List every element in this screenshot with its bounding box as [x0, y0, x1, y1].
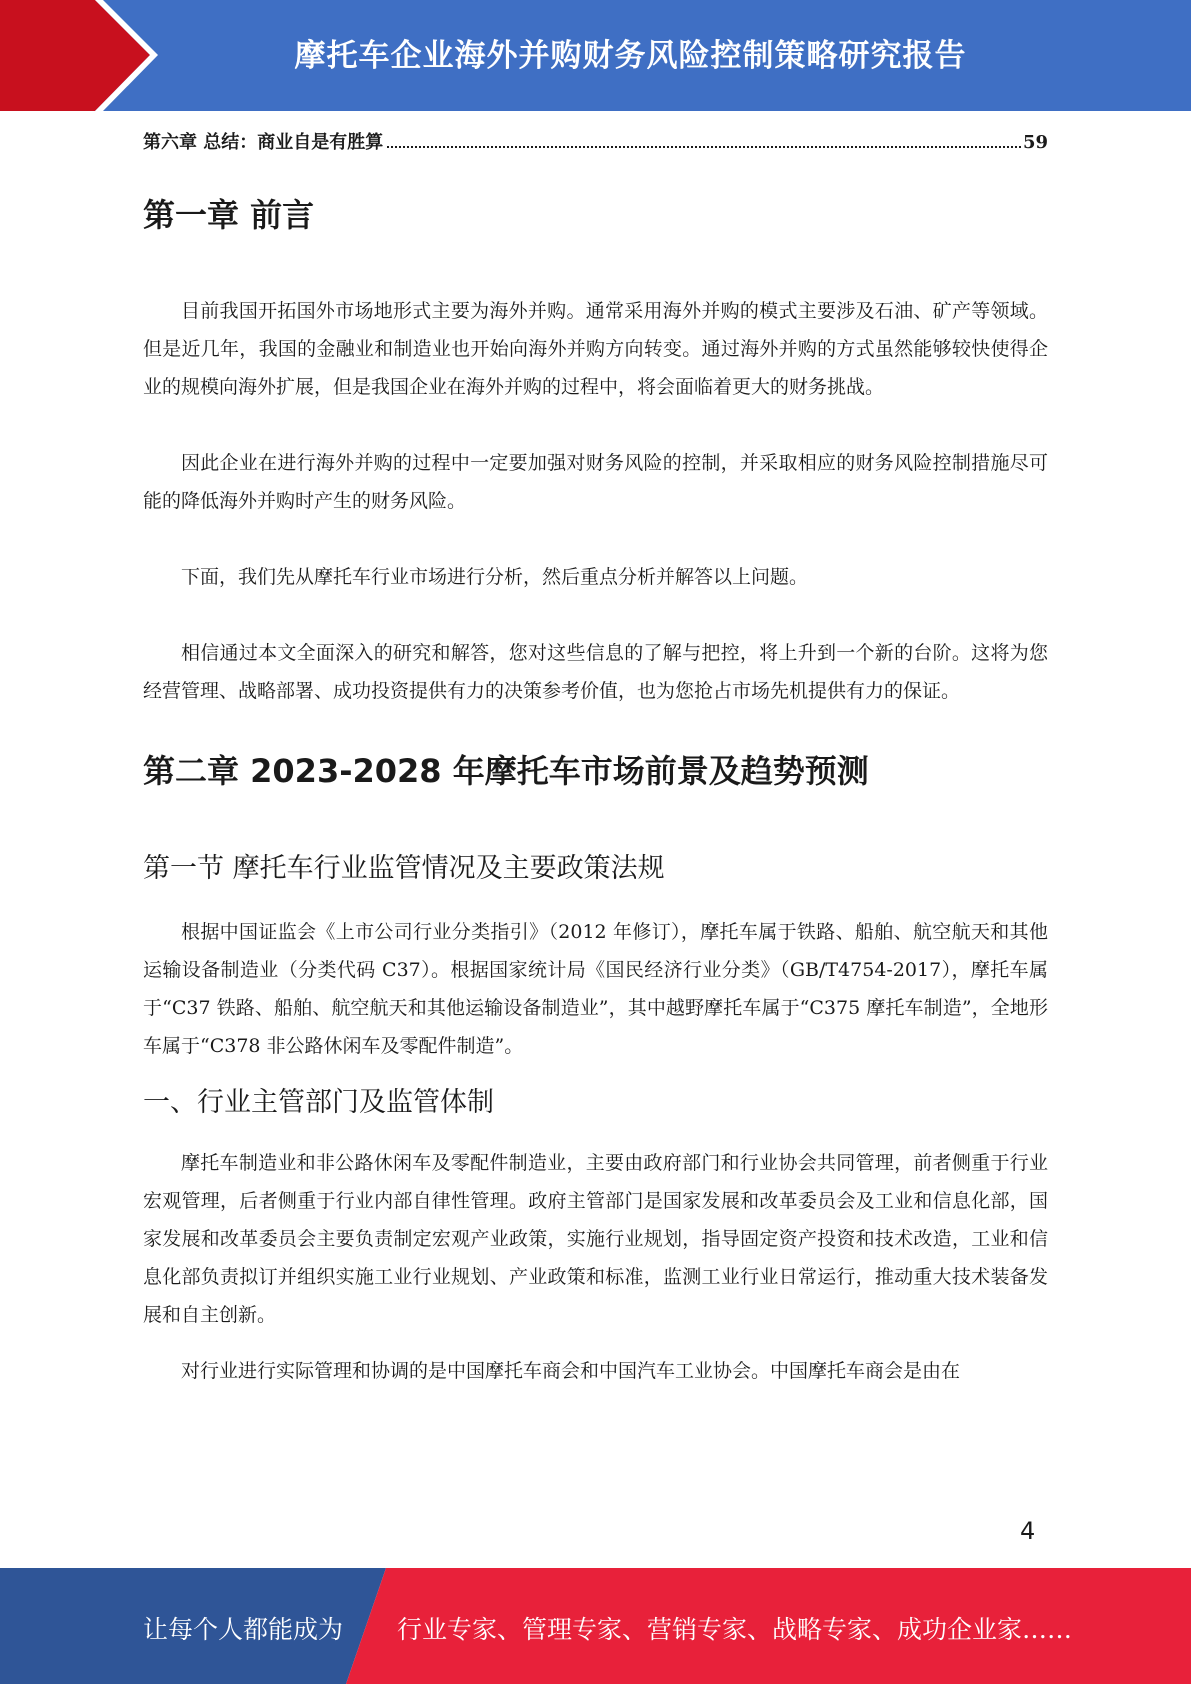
body-paragraph: 目前我国开拓国外市场地形式主要为海外并购。通常采用海外并购的模式主要涉及石油、矿产等领域。但是近几年，我国的金融业和制造业也开始向海外并购方向转变。通过海外并购的方式虽然能够较快使得企业的规模向海外扩展，但是我国企业在海外并购的过程中，将会面临着更大的财务挑战。	[143, 300, 1048, 399]
body-paragraph: 因此企业在进行海外并购的过程中一定要加强对财务风险的控制，并采取相应的财务风险控制措施尽可能的降低海外并购时产生的财务风险。	[143, 452, 1048, 513]
toc-leader-dots	[387, 145, 1021, 148]
header-arrow-decoration	[0, 0, 160, 111]
toc-entry[interactable]	[143, 125, 1048, 161]
body-paragraph: 对行业进行实际管理和协调的是中国摩托车商会和中国汽车工业协会。中国摩托车商会是由在	[181, 1359, 961, 1382]
report-title: 摩托车企业海外并购财务风险控制策略研究报告	[294, 37, 967, 74]
page-content	[143, 125, 1048, 1390]
toc-entry-page: 59	[1022, 132, 1048, 153]
footer-slogan-left: 让每个人都能成为	[143, 1615, 344, 1644]
footer-slogan-right: 行业专家、管理专家、营销专家、战略专家、成功企业家……	[397, 1615, 1073, 1644]
subsection-title: 一、行业主管部门及监管体制	[143, 1087, 494, 1119]
section-title: 第一节 摩托车行业监管情况及主要政策法规	[143, 852, 665, 884]
page-header	[0, 0, 1191, 111]
chapter-title: 第二章 2023-2028 年摩托车市场前景及趋势预测	[143, 752, 869, 791]
page-footer	[0, 1568, 1191, 1684]
body-paragraph: 根据中国证监会《上市公司行业分类指引》（2012 年修订），摩托车属于铁路、船舶、航空航天和其他运输设备制造业（分类代码 C37）。根据国家统计局《国民经济行业分类》（GB/T4754-2017），摩托车属于“C37 铁路、船舶、航空航天和其他运输设备制造业”，其中越野摩托车属于“C375 摩托车制造”，全地形车属于“C378 非公路休闲车及零配件制造”。	[143, 921, 1048, 1058]
body-paragraph: 下面，我们先从摩托车行业市场进行分析，然后重点分析并解答以上问题。	[181, 566, 809, 589]
body-paragraph: 相信通过本文全面深入的研究和解答，您对这些信息的了解与把控，将上升到一个新的台阶。这将为您经营管理、战略部署、成功投资提供有力的决策参考价值，也为您抢占市场先机提供有力的保证。	[143, 642, 1048, 703]
body-paragraph: 摩托车制造业和非公路休闲车及零配件制造业，主要由政府部门和行业协会共同管理，前者侧重于行业宏观管理，后者侧重于行业内部自律性管理。政府主管部门是国家发展和改革委员会及工业和信息化部，国家发展和改革委员会主要负责制定宏观产业政策，实施行业规划，指导固定资产投资和技术改造，工业和信息化部负责拟订并组织实施工业行业规划、产业政策和标准，监测工业行业日常运行，推动重大技术装备发展和自主创新。	[143, 1151, 1048, 1326]
chapter-title: 第一章 前言	[143, 196, 315, 234]
toc-entry-label: 第六章 总结：商业自是有胜算	[143, 132, 384, 153]
page-number: 4	[1020, 1517, 1036, 1545]
